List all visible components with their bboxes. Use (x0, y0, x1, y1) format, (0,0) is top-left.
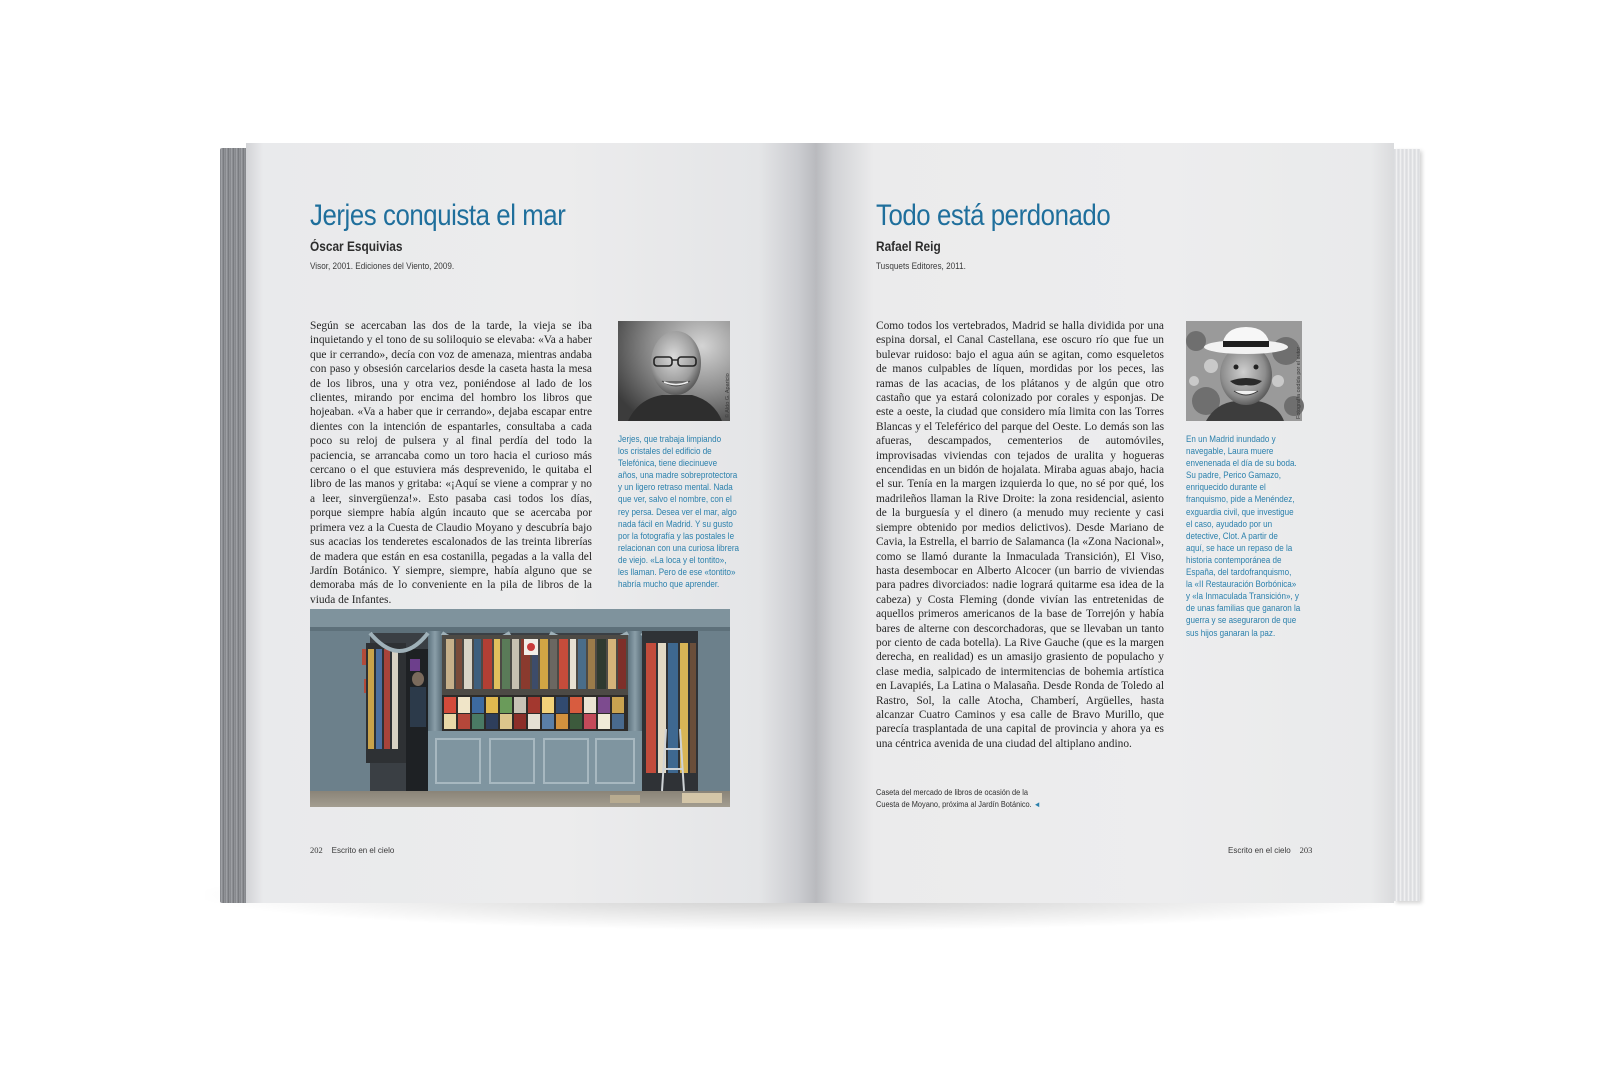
summary-line: años, una madre sobreprotectora (618, 469, 738, 481)
open-book (220, 143, 1420, 903)
summary-line: nada fácil en Madrid. Y su gusto (618, 517, 733, 529)
left-portrait-photo-credit: © Aldo G. Aparicio (725, 373, 731, 418)
left-page-publication-info: Visor, 2001. Ediciones del Viento, 2009. (310, 261, 455, 272)
right-portrait-photo-credit: Fotografía cedida por el autor (1296, 346, 1302, 419)
summary-line: navegable, Laura muere (1186, 445, 1274, 457)
summary-line: relacionan con una curiosa librera (618, 541, 740, 553)
summary-line: En un Madrid inundado y (1186, 433, 1276, 444)
right-page-footer (1228, 845, 1312, 855)
summary-line: sus hijos ganaran la paz. (1186, 626, 1276, 638)
right-page-excerpt: Como todos los vertebrados, Madrid se halla dividida por una espina dorsal, el Canal Castellana, ese oscuro río que fue un bulevar ruidoso: bajo el agua aún se agitan, como esqueletos de manos culpables de líquen, mordidas por los peces, las ramas de las acacias, de los plátanos y de algún que otro castaño que ya estará colonizado por corales y esponjas. De este a oeste, la ciudad que considero mía limita con las Torres Blancas y el Teleférico del parque del Oeste. Lo demás son las afueras, descampados, cementerios de automóviles, improvisadas viviendas con tejados de uralita y hogueras encendidas en un bidón de hojalata. Miraba aguas abajo, hacia el sur. Tenía en la margen izquierda lo que, no sé por qué, los madrileños llaman la Rive Droite: la zona residencial, asiento de la burguesía y el dinero (a menudo muy reciente y casi siempre obtenido por medios delictivos). Desde Mariano de Cavia, la Estrella, el barrio de Salamanca (la «Zona Nacional», como se llamó durante la Inmaculada Transición), El Viso, hasta desembocar en Alberto Alcocer (un barrio de viviendas para padres divorciados: nadie logrará quitarme esa idea de la cabeza) y Costa Fleming (donde vivían las entretenidas de aquellos primeros americanos de la base de Torrejón y había bares de alterne con descorchadoras, que se llevaban un tanto por ciento de cada botella). La Rive Gauche (que es la margen derecha, en realidad) es un amasijo grasiento de populacho y clase media, salpicado de intermitencias de bohemia artística en Lavapiés, La Latina o Malasaña. Desde Ronda de Toledo al Rastro, Sol, la calle Atocha, Chamberí, Argüelles, hasta alcanzar Cuatro Caminos y esa calle de Bravo Murillo, que parecía trasplantada de una capital de provincia y ahora ya es una céntrica avenida de una ciudad del altiplano andino. (876, 320, 1164, 750)
summary-line: envenenada el día de su boda. (1186, 457, 1297, 469)
summary-line: guerra y se aseguraron de que (1186, 614, 1297, 626)
summary-line: rey persa. Desea ver el mar, algo (618, 505, 737, 517)
right-page-author: Rafael Reig (876, 239, 941, 254)
left-page-excerpt: Según se acercaban las dos de la tarde, la vieja se iba inquietando y el tono de su soliloquio se elevaba: «Va a haber que ir cerrando», decía con voz de amenaza, mientras andaba con paso y obsesión carcelarios desde la caseta hasta la mesa de los libros, una y otra vez, poniéndose al lado de los clientes, mirando por encima del hombro los libros que hojeaban. «Va a haber que ir cerrando», dejaba escapar entre dientes con la intención de espantarles, consultaba a cada poco su reloj de pulsera y al final perdía del todo la paciencia, se arrancaba como un toro hacia el curioso más cercano o el que estuviera más desprevenido, le quitaba el libro de las manos y gritaba: «¡Aquí se viene a comprar y no a leer, sinvergüenza!». Esto pasaba casi todos los días, porque siempre había algún incauto que se acercaba por primera vez a la Cuesta de Claudio Moyano y descubría bajo sus acacias los tenderetes escalonados de las treinta librerías de madera que están en esa costanilla, pegadas a la valla del Jardín Botánico. Y siempre, siempre, había alguno que se demoraba más de lo conveniente en la pila de libros de la viuda de Infantes. (310, 320, 592, 606)
summary-line: enriquecido durante el (1186, 481, 1266, 493)
left-page-title: Jerjes conquista el mar (310, 199, 566, 232)
summary-line: España, del tardofranquismo, (1186, 566, 1292, 578)
summary-line: detective, Clot. A partir de (1186, 529, 1278, 541)
portrait-photo-graphic (618, 321, 730, 421)
author-portrait-oscar-esquivias (618, 321, 730, 421)
summary-line: que ver, salvo el nombre, con el (618, 493, 732, 505)
summary-line: el caso, ayudado por un (1186, 517, 1273, 529)
left-page-author: Óscar Esquivias (310, 239, 403, 254)
summary-line: Su padre, Perico Gamazo, (1186, 469, 1282, 481)
right-page-number: 203 (1299, 845, 1313, 855)
summary-line: exguardia civil, que investigue (1186, 505, 1294, 517)
summary-line: la «II Restauración Borbónica» (1186, 578, 1297, 590)
bookstall-photo-caption (876, 787, 1041, 810)
left-running-title: Escrito en el cielo (331, 846, 395, 855)
summary-line: los cristales del edificio de (618, 445, 712, 457)
portrait-photo-graphic (1186, 321, 1302, 421)
summary-line: de unas familias que ganaron la (1186, 602, 1301, 614)
bookstall-photo (310, 609, 730, 807)
left-page-footer (310, 845, 394, 855)
left-page-number: 202 (310, 845, 323, 855)
book-right-page-edges (1394, 149, 1420, 901)
right-page (816, 143, 1394, 903)
right-page-title: Todo está perdonado (876, 199, 1111, 232)
right-page-publication-info: Tusquets Editores, 2011. (876, 261, 966, 272)
right-page-book-summary (1186, 433, 1300, 639)
left-page (246, 143, 816, 903)
summary-line: y un ligero retraso mental. Nada (618, 481, 733, 493)
left-arrow-icon: ◄ (1033, 799, 1041, 809)
bookstall-photo-graphic (310, 609, 730, 807)
left-page-book-summary (618, 433, 739, 590)
summary-line: Telefónica, tiene diecinueve (618, 457, 718, 469)
photo-caption-line: Cuesta de Moyano, próxima al Jardín Botánico. (876, 798, 1032, 809)
summary-line: habría mucho que aprender. (618, 578, 720, 590)
right-running-title: Escrito en el cielo (1228, 846, 1291, 855)
author-portrait-rafael-reig (1186, 321, 1302, 421)
summary-line: de viejo. «La loca y el tontito», (618, 553, 727, 565)
summary-line: les llaman. Pero de ese «tontito» (618, 566, 736, 578)
summary-line: por la fotografía y las postales le (618, 529, 735, 541)
summary-line: Jerjes, que trabaja limpiando (618, 433, 722, 444)
photo-caption-line: Caseta del mercado de libros de ocasión de la (876, 787, 1029, 797)
summary-line: historia contemporánea de (1186, 553, 1282, 565)
summary-line: aquí, se hace un repaso de la (1186, 541, 1293, 553)
summary-line: franquismo, pide a Menéndez, (1186, 493, 1295, 505)
summary-line: y «la Inmaculada Transición», y (1186, 590, 1299, 602)
